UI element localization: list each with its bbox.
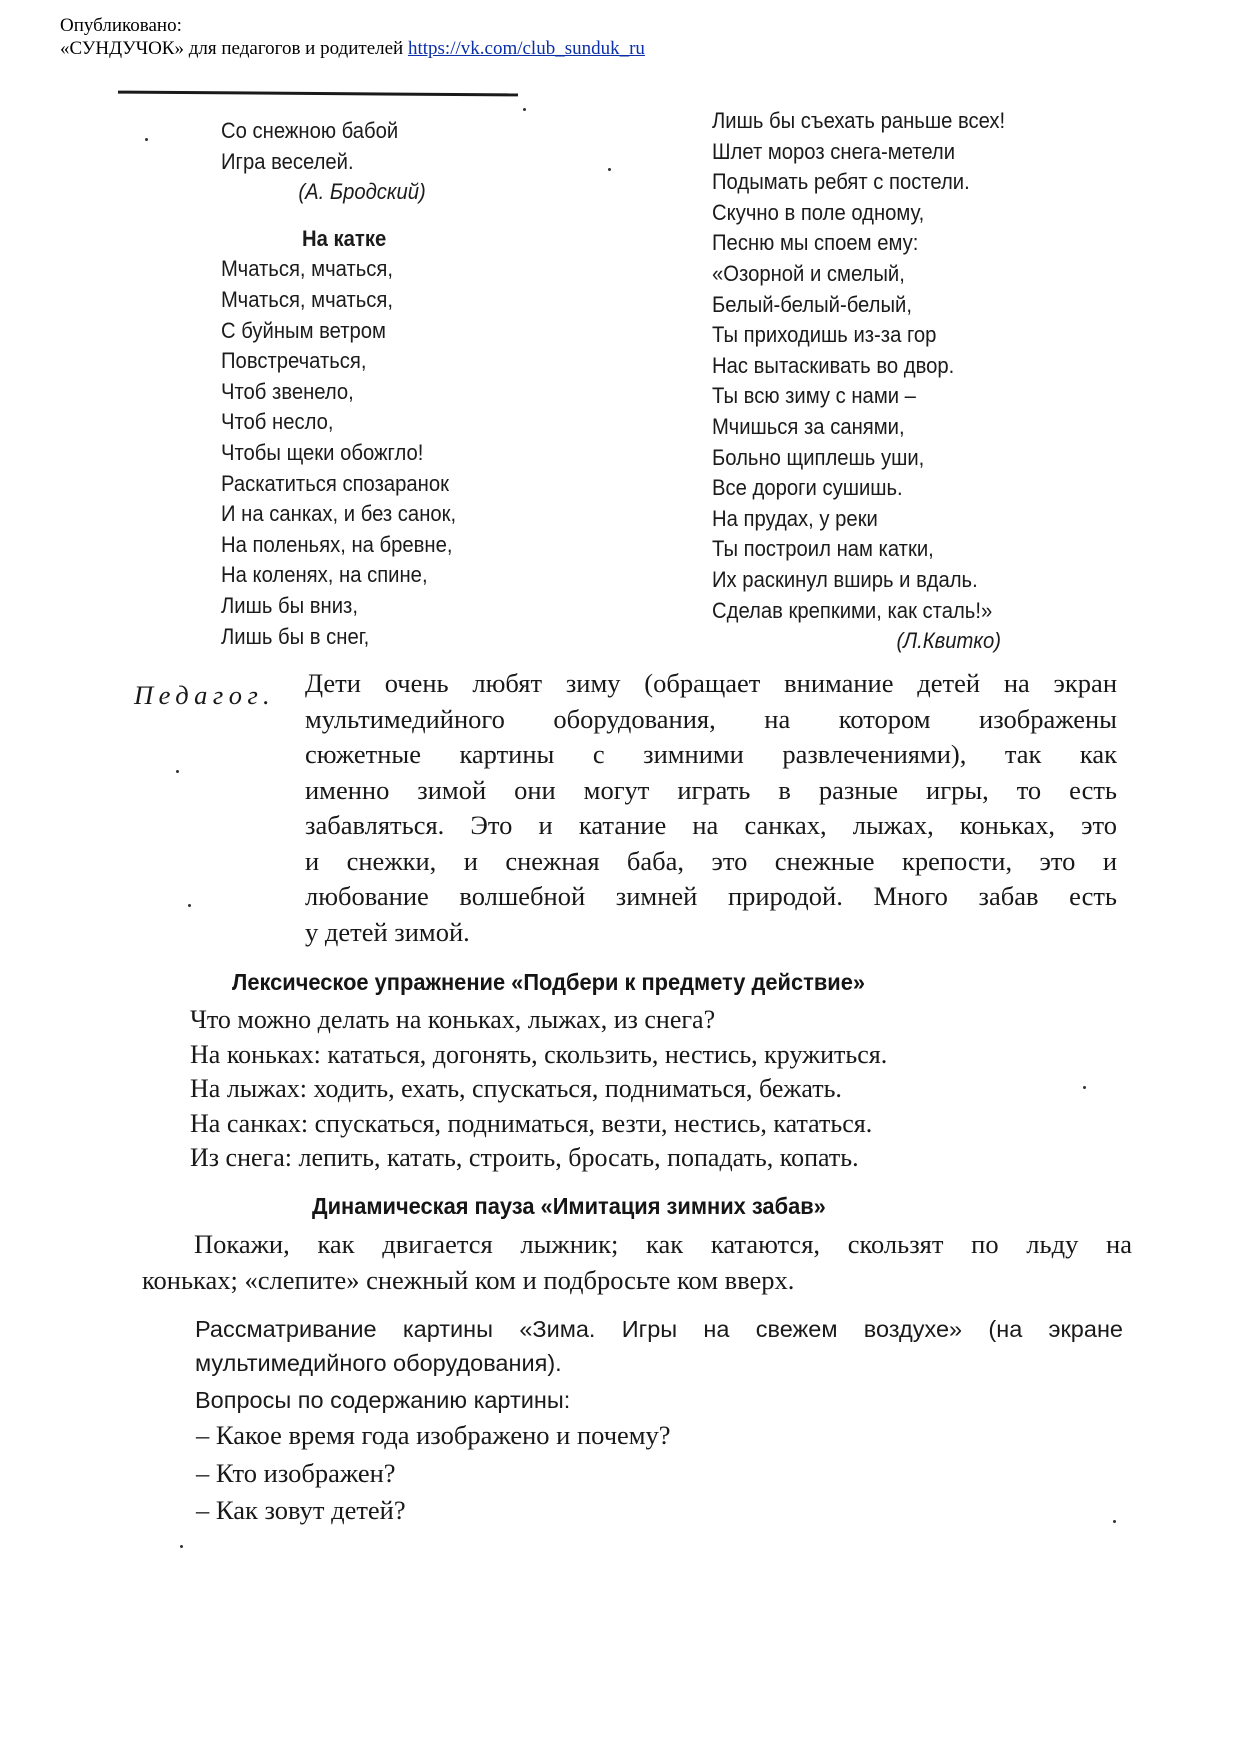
- poem-line: Чтобы щеки обожгло!: [221, 439, 424, 465]
- pedagog-line: и снежки, и снежная баба, это снежные крепости, это и: [305, 845, 1117, 876]
- questions-intro: Вопросы по содержанию картины:: [195, 1387, 571, 1413]
- scan-speck: [608, 168, 611, 171]
- poem-line: Лишь бы в снег,: [221, 623, 370, 649]
- dynamic-pause-title: Динамическая пауза «Имитация зимних забав»: [312, 1193, 826, 1219]
- exercise-line: На коньках: кататься, догонять, скользить, нестись, кружиться.: [190, 1039, 888, 1069]
- poem-line: Лишь бы съехать раньше всех!: [712, 108, 1006, 133]
- exercise-line: Что можно делать на коньках, лыжах, из снега?: [190, 1005, 716, 1034]
- question-item: – Какое время года изображено и почему?: [196, 1420, 671, 1450]
- poem-line: Сделав крепкими, как сталь!»: [712, 597, 993, 623]
- poem-line: Раскатиться спозаранок: [221, 470, 449, 496]
- lexical-exercise-title: Лексическое упражнение «Подбери к предмету действие»: [232, 969, 866, 995]
- scan-speck: [176, 770, 179, 773]
- scan-speck: [188, 904, 191, 907]
- question-item: – Как зовут детей?: [196, 1495, 406, 1525]
- pedagog-line: Дети очень любят зиму (обращает внимание детей на экран: [305, 668, 1117, 698]
- dynamic-pause-text: [142, 1226, 1132, 1298]
- poem-line: Ты построил нам катки,: [712, 536, 934, 562]
- publication-header: [60, 14, 645, 60]
- exercise-line: На лыжах: ходить, ехать, спускаться, подниматься, бежать.: [190, 1074, 842, 1103]
- pedagog-line: мультимедийного оборудования, на котором изображены: [305, 703, 1117, 734]
- poem-line: Подымать ребят с постели.: [712, 169, 970, 195]
- exercise-line: На санках: спускаться, подниматься, везти, нестись, кататься.: [190, 1108, 873, 1138]
- pedagog-line: именно зимой они могут играть в разные игры, то есть: [305, 774, 1117, 805]
- pedagog-label: Педагог.: [134, 680, 276, 710]
- poem-line: На коленях, на спине,: [221, 562, 428, 588]
- publisher-link[interactable]: https://vk.com/club_sunduk_ru: [407, 38, 645, 59]
- poem-line: Игра веселей.: [221, 148, 354, 174]
- scan-speck: [145, 138, 148, 141]
- scan-speck: [523, 108, 526, 111]
- poem-line: Песню мы споем ему:: [712, 230, 919, 256]
- poem-line: Чтоб звенело,: [221, 378, 354, 404]
- pedagog-paragraph: [305, 666, 1117, 950]
- lexical-exercise-lines: [190, 1003, 887, 1176]
- picture-viewing-line: Рассматривание картины «Зима. Игры на свежем воздухе» (на экране: [195, 1316, 1123, 1342]
- pedagog-line: сюжетные картины с зимними развлечениями), так как: [305, 739, 1117, 769]
- poem-line: Больно щиплешь уши,: [712, 444, 925, 470]
- poem-line: Шлет мороз снега-метели: [712, 138, 956, 164]
- poem-line: Со снежною бабой: [221, 118, 399, 143]
- poem-line: На поленьях, на бревне,: [221, 531, 453, 557]
- dynamic-pause-line: Покажи, как двигается лыжник; как катаются, скользят по льду на: [194, 1229, 1132, 1259]
- poem-line: Все дороги сушишь.: [712, 475, 903, 501]
- poem-line: Белый-белый-белый,: [712, 291, 912, 317]
- picture-viewing-paragraph: [195, 1312, 1123, 1380]
- poem-line: Лишь бы вниз,: [221, 592, 358, 618]
- scan-speck: [1083, 1086, 1086, 1089]
- poem-line: Мчаться, мчаться,: [221, 286, 394, 312]
- poem-line: Их раскинул вширь и вдаль.: [712, 566, 978, 592]
- poem-line: Ты приходишь из-за гор: [712, 322, 937, 348]
- published-label: Опубликовано:: [60, 15, 182, 36]
- pedagog-line: любование волшебной зимней природой. Много забав есть: [305, 881, 1117, 911]
- header-rule: [118, 91, 518, 97]
- poem-title: На катке: [302, 225, 387, 251]
- questions-list: [196, 1417, 671, 1530]
- poem-line: На прудах, у реки: [712, 505, 878, 531]
- question-item: – Кто изображен?: [196, 1457, 396, 1488]
- poem-line: Мчишься за санями,: [712, 413, 905, 439]
- publisher-line: [60, 37, 645, 60]
- poem-line: Скучно в поле одному,: [712, 199, 925, 225]
- dynamic-pause-line: коньках; «слепите» снежный ком и подбросьте ком вверх.: [142, 1265, 795, 1295]
- poem-author: (Л.Квитко): [896, 628, 1001, 654]
- poem-author: (А. Бродский): [298, 179, 426, 205]
- poem-line: Ты всю зиму с нами –: [712, 383, 916, 409]
- poem-left-column: [221, 116, 456, 652]
- scan-speck: [1113, 1520, 1116, 1523]
- poem-line: Повстречаться,: [221, 348, 367, 374]
- poem-line: «Озорной и смелый,: [712, 260, 905, 286]
- picture-viewing-line: мультимедийного оборудования).: [195, 1350, 562, 1376]
- poem-line: Чтоб несло,: [221, 409, 334, 435]
- pedagog-line: забавляться. Это и катание на санках, лыжах, коньках, это: [305, 810, 1117, 840]
- poem-line: С буйным ветром: [221, 317, 386, 343]
- publisher-name: «СУНДУЧОК» для педагогов и родителей: [60, 38, 404, 59]
- pedagog-line: у детей зимой.: [305, 916, 470, 947]
- poem-line: И на санках, и без санок,: [221, 501, 457, 527]
- scan-speck: [180, 1545, 183, 1548]
- poem-line: Нас вытаскивать во двор.: [712, 352, 955, 378]
- poem-line: Мчаться, мчаться,: [221, 256, 394, 282]
- poem-right-column: [712, 106, 1005, 657]
- exercise-line: Из снега: лепить, катать, строить, бросать, попадать, копать.: [190, 1143, 859, 1172]
